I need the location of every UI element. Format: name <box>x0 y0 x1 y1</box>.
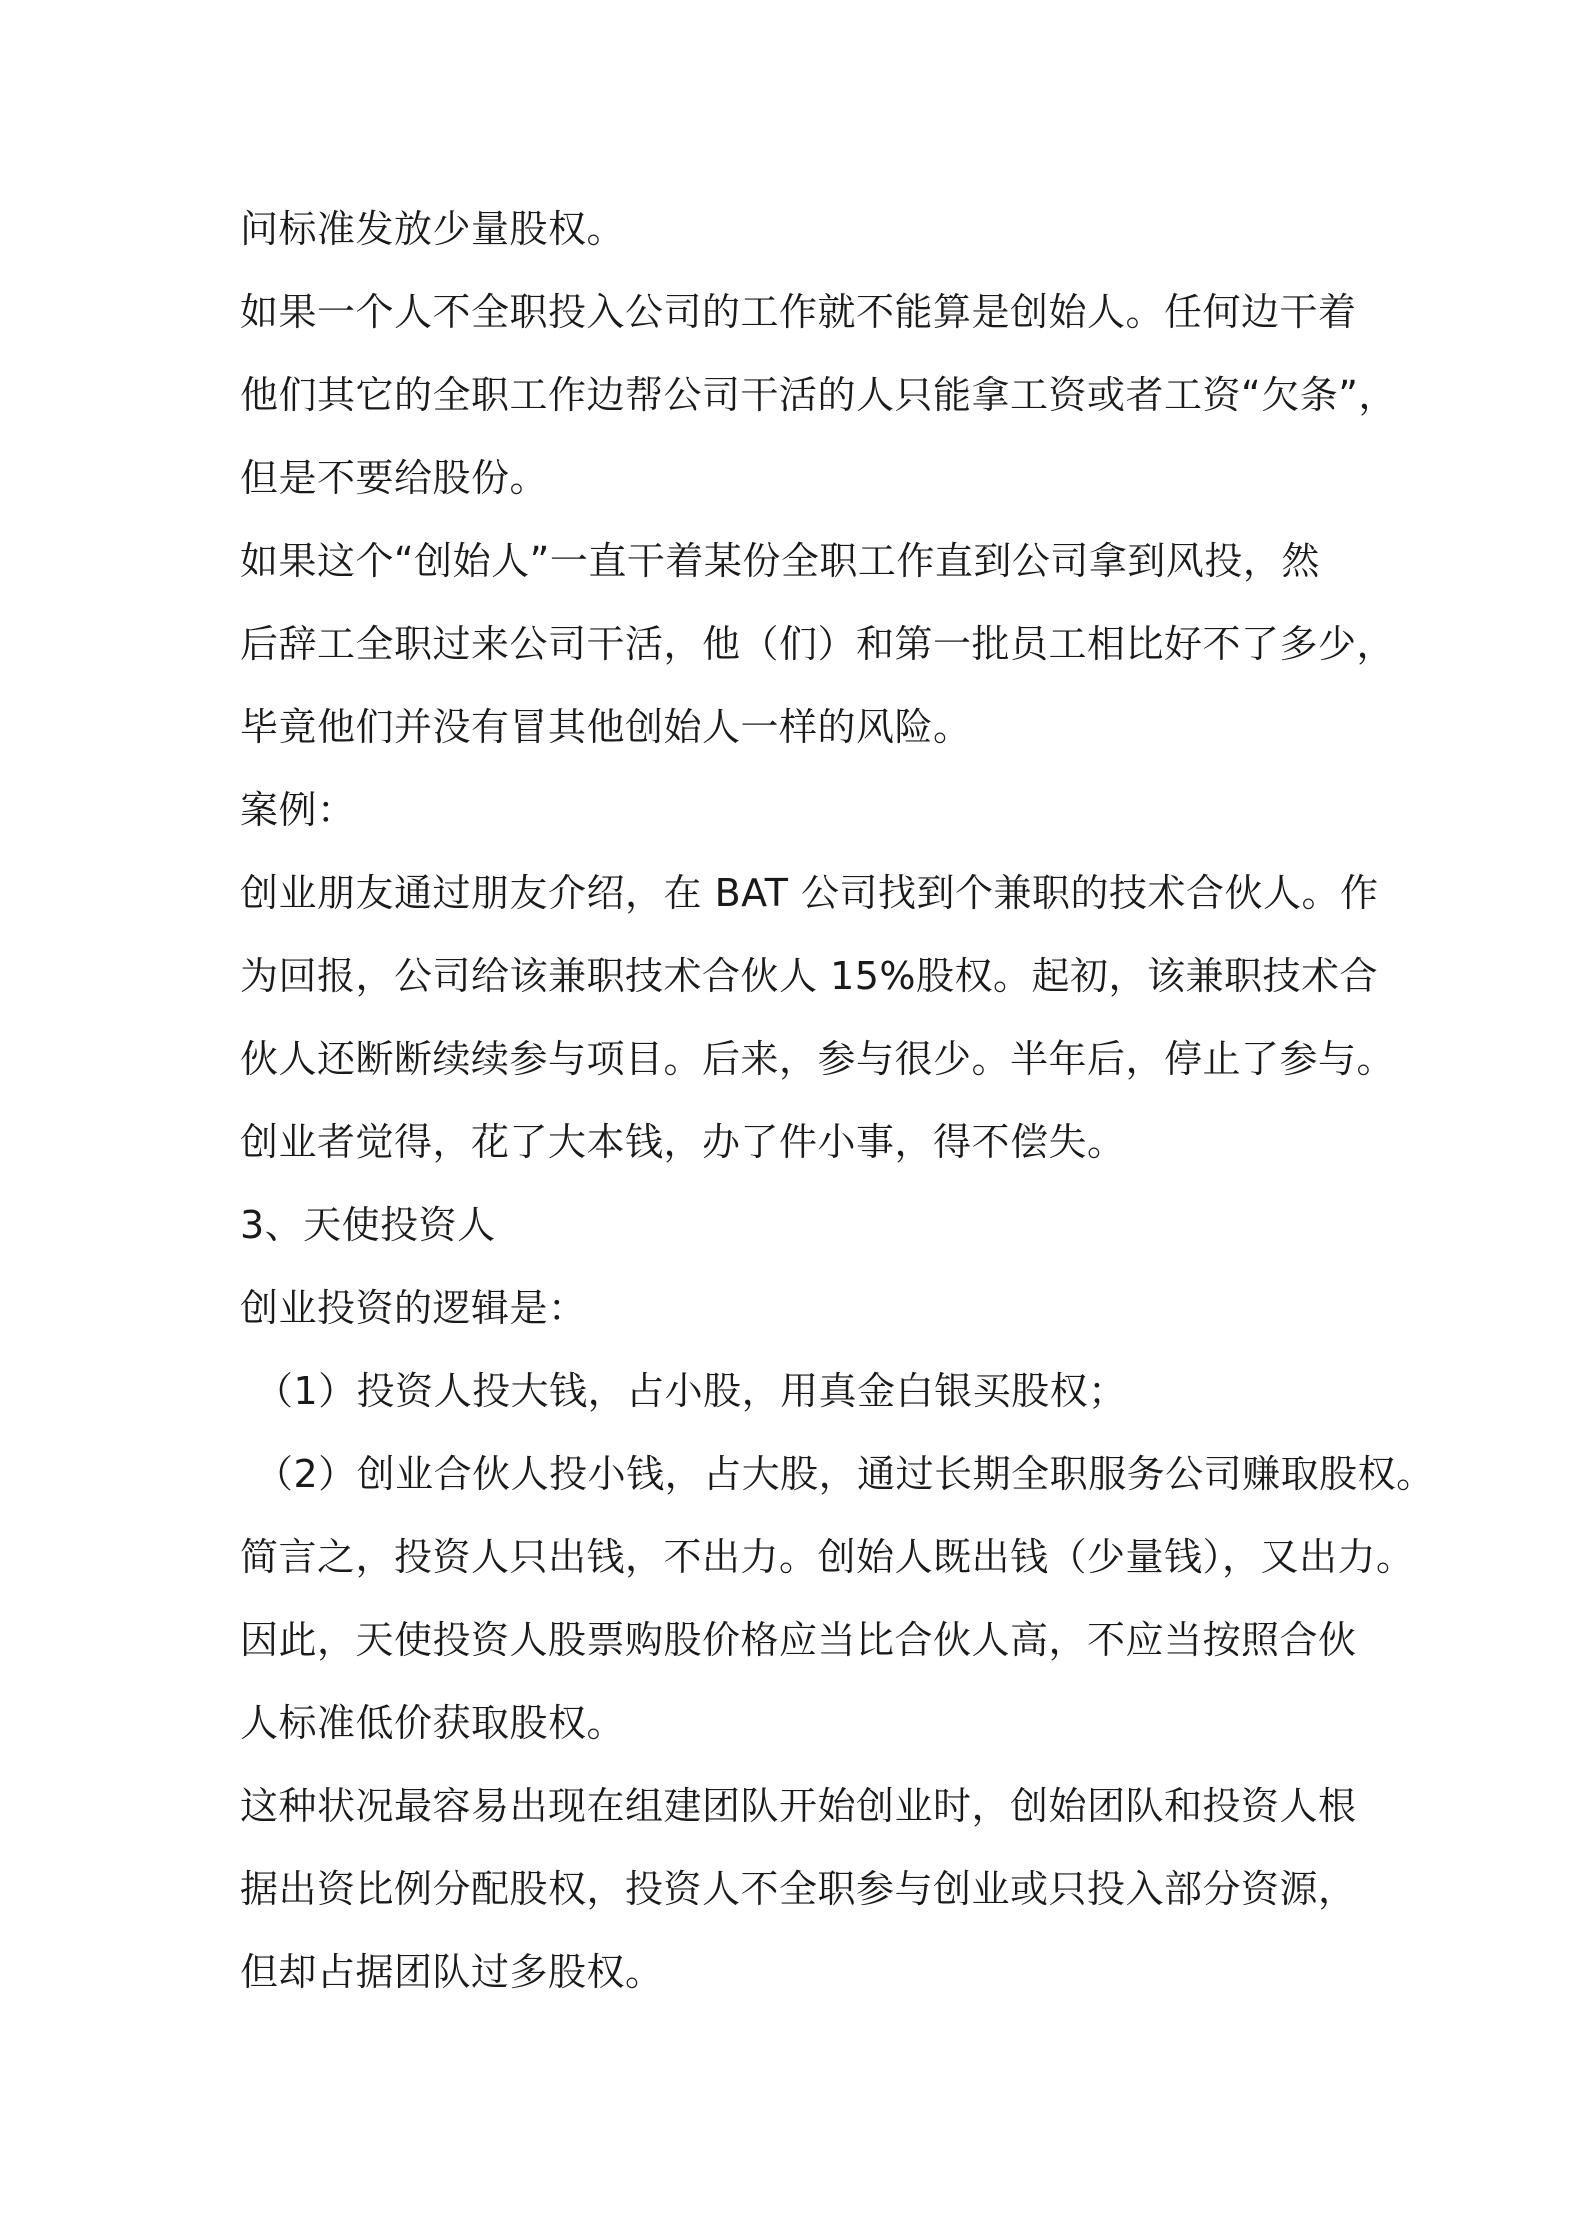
text-line: 这种状况最容易出现在组建团队开始创业时，创始团队和投资人根 <box>240 1784 1357 1828</box>
text-line: 为回报，公司给该兼职技术合伙人 15%股权。起初，该兼职技术合 <box>240 954 1379 998</box>
text-line: 如果这个“创始人”一直干着某份全职工作直到公司拿到风投，然 <box>240 539 1320 583</box>
list-item: （1）投资人投大钱，占小股，用真金白银买股权； <box>255 1369 1127 1413</box>
text-line: 伙人还断断续续参与项目。后来，参与很少。半年后，停止了参与。 <box>240 1037 1396 1081</box>
text-line: 毕竟他们并没有冒其他创始人一样的风险。 <box>240 705 972 749</box>
text-line: 创业朋友通过朋友介绍，在 BAT 公司找到个兼职的技术合伙人。作 <box>240 871 1379 915</box>
text-line: 后辞工全职过来公司干活，他（们）和第一批员工相比好不了多少， <box>240 622 1396 666</box>
list-item: （2）创业合伙人投小钱，占大股，通过长期全职服务公司赚取股权。 <box>255 1452 1435 1496</box>
text-line: 简言之，投资人只出钱，不出力。创始人既出钱（少量钱），又出力。 <box>240 1535 1415 1579</box>
text-line: 但是不要给股份。 <box>240 456 549 500</box>
text-line: 案例： <box>240 788 356 832</box>
text-line: 创业者觉得，花了大本钱，办了件小事，得不偿失。 <box>240 1120 1126 1164</box>
text-line: 据出资比例分配股权，投资人不全职参与创业或只投入部分资源， <box>240 1867 1357 1911</box>
text-line: 如果一个人不全职投入公司的工作就不能算是创始人。任何边干着 <box>240 290 1357 334</box>
text-line: 创业投资的逻辑是： <box>240 1286 587 1330</box>
text-line: 因此，天使投资人股票购股价格应当比合伙人高，不应当按照合伙 <box>240 1618 1357 1662</box>
text-line: 问标准发放少量股权。 <box>240 207 626 251</box>
text-line: 他们其它的全职工作边帮公司干活的人只能拿工资或者工资“欠条”， <box>240 373 1397 417</box>
text-line: 人标准低价获取股权。 <box>240 1701 626 1745</box>
section-heading: 3、天使投资人 <box>240 1203 496 1247</box>
text-line: 但却占据团队过多股权。 <box>240 1950 664 1994</box>
